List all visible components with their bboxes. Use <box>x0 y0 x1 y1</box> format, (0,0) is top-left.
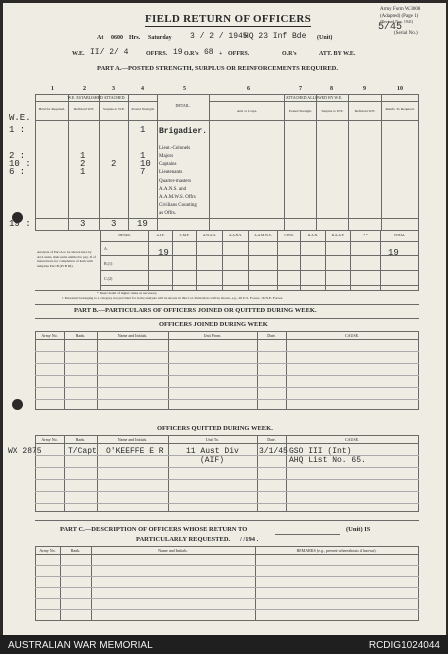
analysis-header: A.A.M.W.S. <box>254 233 272 237</box>
table-column-rule <box>380 230 381 290</box>
table-rule <box>35 435 419 436</box>
table-header: Army No. <box>41 333 58 338</box>
col-head-required: Held for Required. <box>38 107 66 111</box>
offrs-label: OFFRS. <box>146 51 168 57</box>
footer-right: RCDIG1024044 <box>368 640 440 651</box>
analysis-header: CIVIL <box>284 233 294 237</box>
table-row-rule <box>35 479 419 480</box>
table-column-rule <box>300 230 301 290</box>
col-head-deficient-att: Deficient W.E. <box>354 109 376 113</box>
footnote-2: † Personnel belonging to a category not provided for in the analysis will be shown in this Col. Particulars will be shown, e.g., 28 U.S. Forces. 16 N.E. Forces. <box>62 296 283 300</box>
col-head-posted: Posted Strength. <box>131 107 155 111</box>
table-column-rule <box>172 230 173 290</box>
table-rule <box>209 101 418 102</box>
table-header: CAUSE. <box>344 437 360 442</box>
plus-sign: + <box>219 51 223 57</box>
form-revised: (Revised Nov. 1941) <box>380 19 414 24</box>
table-rule <box>100 255 418 256</box>
quitted-rank: T/Capt <box>68 447 97 456</box>
row-posted: 7 <box>140 167 146 177</box>
analysis-header: R.A.A.F. <box>331 233 345 237</box>
table-header: Name and Initials. <box>117 437 148 442</box>
table-rule <box>35 546 419 547</box>
table-column-rule <box>168 435 169 511</box>
table-column-rule <box>257 331 258 409</box>
table-column-rule <box>209 94 210 230</box>
quitted-unit-2: (AIF) <box>200 456 225 465</box>
table-rule <box>35 554 419 555</box>
table-column-rule <box>316 94 317 230</box>
table-row-rule <box>35 387 419 388</box>
table-rule <box>35 331 419 332</box>
table-rule <box>35 101 157 102</box>
row-deficient: 1 <box>80 151 86 161</box>
ors2-label: O.R's <box>282 51 297 57</box>
ors-label: O.R's <box>184 51 199 57</box>
table-row-rule <box>35 609 419 610</box>
table-header: Rank. <box>75 437 86 442</box>
table-column-rule <box>196 230 197 290</box>
analysis-header: A.W.A.S. <box>202 233 217 237</box>
row-detail: Majors <box>159 154 174 159</box>
table-column-rule <box>284 94 285 230</box>
form-number: Army Form W.3008 <box>380 7 421 12</box>
day-value: Saturday <box>148 35 172 41</box>
table-rule <box>100 270 418 271</box>
total-deficient: 3 <box>80 219 86 229</box>
table-column-rule <box>100 230 101 290</box>
we-label: W.E. <box>72 51 85 57</box>
table-header: Name and Initials. <box>117 333 148 338</box>
unit-label: (Unit) <box>317 35 333 41</box>
table-rule <box>35 620 419 621</box>
we-row-label: W.E. <box>9 113 31 123</box>
col-head-deficient: Deficient W.E. <box>73 107 95 111</box>
table-row-rule <box>35 491 419 492</box>
total-required: 19 : <box>9 219 31 229</box>
time-value: 0600 <box>111 35 123 41</box>
table-column-rule <box>222 230 223 290</box>
offrs-value: 19 <box>173 48 183 57</box>
table-column-rule <box>418 230 419 290</box>
section-rule <box>35 304 419 305</box>
table-column-rule <box>35 94 36 230</box>
col-head-surplus: Surplus to W.E. <box>103 107 125 111</box>
date-value: 3 / 2 / 1945 <box>190 32 248 41</box>
table-header: Date. <box>267 333 276 338</box>
analysis-row-label: A. <box>104 246 108 251</box>
table-column-rule <box>35 331 36 409</box>
column-number: 1 <box>51 86 54 92</box>
table-rule <box>35 511 419 512</box>
analysis-header: A.I.F. <box>156 233 165 237</box>
column-number: 10 <box>397 86 403 92</box>
col-head-detail: DETAIL. <box>175 103 191 108</box>
table-row-rule <box>35 363 419 364</box>
column-number: 8 <box>330 86 333 92</box>
part-c-date-stub: / /194 . <box>240 536 259 543</box>
quitted-cause: GSO III (Int) <box>289 447 352 456</box>
row-detail: A.A.N.S. and <box>159 187 187 192</box>
table-column-rule <box>68 94 69 230</box>
row-posted: 1 <box>140 125 146 135</box>
attached-group-header: ATTACHED ALLOWED BY W.E. <box>285 95 343 100</box>
unit-value: HQ 23 Inf Bde <box>244 32 307 41</box>
table-column-rule <box>97 331 98 409</box>
row-detail: A.A.M.W.S. Offrs <box>159 195 196 200</box>
row-detail: Lieut.-Colonels <box>159 146 191 151</box>
total-surplus: 3 <box>111 219 117 229</box>
att-label: ATT. BY W.E. <box>319 51 356 57</box>
analysis-header: C.M.F. <box>179 233 190 237</box>
table-column-rule <box>381 94 382 230</box>
row-detail: as Offrs. <box>159 211 177 216</box>
table-column-rule <box>148 230 149 290</box>
we-value: II/ 2/ 4 <box>90 48 129 57</box>
offrs2-label: OFFRS. <box>228 51 250 57</box>
table-rule <box>35 218 419 219</box>
quitted-name: O'KEEFFE E R <box>106 447 164 456</box>
analysis-header: DETAIL <box>118 233 131 237</box>
table-rule <box>100 285 418 286</box>
table-row-rule <box>35 467 419 468</box>
serial-value: 5/45 <box>378 22 403 33</box>
column-number: 4 <box>141 86 144 92</box>
table-column-rule <box>97 435 98 511</box>
analysis-header: * * <box>363 233 368 237</box>
at-label: At <box>97 35 104 41</box>
part-a-title: PART A.—POSTED STRENGTH, SURPLUS OR REINFORCEMENTS REQUIRED. <box>97 65 338 72</box>
table-header: Rank. <box>75 333 86 338</box>
section-rule <box>35 520 419 521</box>
hrs-label: Hrs. <box>129 35 141 41</box>
analysis-header: TOTAL <box>393 233 406 237</box>
analysis-header: R.A.N. <box>307 233 318 237</box>
archive-footer <box>0 635 448 654</box>
row-required: 1 : <box>9 125 26 135</box>
table-column-rule <box>99 94 100 230</box>
column-number: 5 <box>183 86 186 92</box>
table-row-rule <box>35 503 419 504</box>
row-detail: Quarter-masters <box>159 179 192 184</box>
row-posted: 10 <box>140 159 151 169</box>
table-column-rule <box>418 331 419 409</box>
table-column-rule <box>325 230 326 290</box>
row-deficient: 2 <box>80 159 86 169</box>
col-head-surplus-att: Surplus to W.E. <box>321 109 344 113</box>
row-detail: Captains <box>159 162 177 167</box>
column-number: 3 <box>112 86 115 92</box>
table-header: Unit To. <box>205 437 220 442</box>
table-column-rule <box>277 230 278 290</box>
analysis-header: A.A.N.S. <box>228 233 243 237</box>
table-rule <box>35 290 419 291</box>
col-head-reinf: Reinfs. To Required. <box>385 107 415 111</box>
row-required: 2 : <box>9 151 26 161</box>
table-column-rule <box>418 94 419 230</box>
row-detail: Civilians Counting <box>159 203 197 208</box>
part-c-unit: (Unit) IS <box>346 526 371 533</box>
total-posted: 19 <box>137 219 148 229</box>
serial-label: (Serial No.) <box>394 31 418 36</box>
table-row-rule <box>35 587 419 588</box>
column-number: 6 <box>247 86 250 92</box>
total-value: 19 <box>388 248 399 258</box>
row-detail: Lieutenants <box>159 170 183 175</box>
col-head-posted-att: Posted Strength. <box>289 109 312 113</box>
section-rule <box>35 318 419 319</box>
footer-left: AUSTRALIAN WAR MEMORIAL <box>8 640 153 651</box>
quitted-unit: 11 Aust Div <box>186 447 239 456</box>
table-column-rule <box>418 435 419 511</box>
column-number: 7 <box>299 86 302 92</box>
table-column-rule <box>168 331 169 409</box>
table-header: Date. <box>267 437 276 442</box>
table-column-rule <box>64 435 65 511</box>
column-number: 2 <box>83 86 86 92</box>
quitted-title: OFFICERS QUITTED DURING WEEK. <box>157 425 273 432</box>
aif-value: 19 <box>158 248 169 258</box>
row-required: 6 : <box>9 167 26 177</box>
table-row-rule <box>35 598 419 599</box>
analysis-row-label: C.(2) <box>104 276 113 281</box>
table-rule <box>35 339 419 340</box>
table-column-rule <box>286 331 287 409</box>
table-rule <box>35 443 419 444</box>
we-group-header: W.E. ESTABLISHED ATTACHED. <box>67 95 126 100</box>
table-column-rule <box>64 331 65 409</box>
table-header: REMARKS (e.g., present whereabouts if known). <box>296 548 377 553</box>
table-header: Army No. <box>41 437 58 442</box>
punch-hole <box>12 399 23 410</box>
table-header: Army No. <box>39 548 56 553</box>
table-header: Name and Initials. <box>158 548 188 553</box>
table-column-rule <box>348 94 349 230</box>
form-adapted: (Adapted) (Page 1) <box>380 14 419 19</box>
table-header: Rank. <box>70 548 81 553</box>
table-column-rule <box>350 230 351 290</box>
table-row-rule <box>35 375 419 376</box>
fill-line <box>275 534 340 535</box>
part-c-title: PART C.—DESCRIPTION OF OFFICERS WHOSE RETURN TO <box>60 526 248 533</box>
table-rule <box>35 230 419 231</box>
table-column-rule <box>257 435 258 511</box>
table-column-rule <box>157 94 158 230</box>
table-row-rule <box>35 399 419 400</box>
row-deficient: 1 <box>80 167 86 177</box>
table-header: CAUSE. <box>344 333 360 338</box>
part-c-requested: PARTICULARLY REQUESTED. <box>136 536 231 543</box>
form-title: FIELD RETURN OF OFFICERS <box>145 13 312 25</box>
row-detail: Brigadier. <box>159 127 208 136</box>
joined-title: OFFICERS JOINED DURING WEEK <box>159 321 268 328</box>
quitted-cause-2: AHQ List No. 65. <box>289 456 366 465</box>
analysis-note: Analysis of Part A to be shown here by ALL units, their units entitled to pay. If of instructions for completion of item with template Part B (Pt B III). <box>37 250 96 268</box>
quitted-army-no: WX 2875 <box>8 447 42 456</box>
table-column-rule <box>248 230 249 290</box>
table-row-rule <box>35 565 419 566</box>
table-rule <box>35 409 419 410</box>
table-row-rule <box>35 576 419 577</box>
analysis-row-label: B.(1) <box>104 261 113 266</box>
quitted-date: 3/1/45 <box>259 447 288 456</box>
col-head-arm: Arm or Corps. <box>236 109 258 113</box>
part-b-title: PART B.—PARTICULARS OF OFFICERS JOINED OR QUITTED DURING WEEK. <box>74 307 317 314</box>
table-rule <box>35 120 419 121</box>
table-row-rule <box>35 351 419 352</box>
column-number: 9 <box>363 86 366 92</box>
ors-value: 68 <box>204 48 214 57</box>
row-surplus: 2 <box>111 159 117 169</box>
row-required: 10 : <box>9 159 31 169</box>
row-posted: 1 <box>140 151 146 161</box>
table-column-rule <box>128 94 129 230</box>
footnote-1: * Insert detail of higher ranks as necessary. <box>97 291 158 295</box>
table-header: Unit From. <box>203 333 222 338</box>
